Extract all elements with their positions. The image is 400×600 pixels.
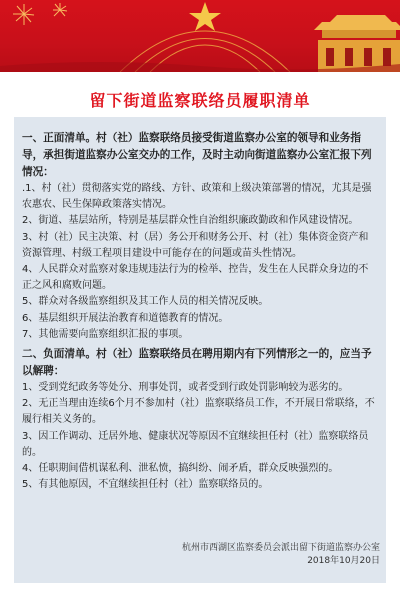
list-item: 4、人民群众对监察对象违规违法行为的检举、控告，发生在人民群众身边的不正之风和腐败问题。	[22, 264, 369, 292]
list-item: .1、村（社）贯彻落实党的路线、方针、政策和上级决策部署的情况，尤其是强农惠农、民生保障政策落实情况。	[22, 183, 372, 211]
section-heading-positive: 一、正面清单。村（社）监察联络员接受街道监察办公室的领导和业务指导，承担街道监察办公室交办的工作，及时主动向街道监察办公室汇报下列情况：	[22, 132, 372, 178]
signature-date: 2018年10月20日	[307, 556, 380, 566]
list-item: 3、因工作调动、迁居外地、健康状况等原因不宜继续担任村（社）监察联络员的。	[22, 430, 369, 458]
list-item: 3、村（社）民主决策、村（居）务公开和财务公开、村（社）集体资金资产和资源管理、村级工程项目建设中可能存在的问题或苗头性情况。	[22, 231, 369, 259]
banner-decoration	[0, 0, 400, 72]
list-item: 6、基层组织开展法治教育和道德教育的情况。	[22, 312, 229, 324]
list-item: 5、有其他原因，不宜继续担任村（社）监察联络员的。	[22, 479, 269, 491]
signature-org: 杭州市西湖区监察委员会派出留下街道监察办公室	[181, 543, 380, 553]
list-item: 2、无正当理由连续6个月不参加村（社）监察联络员工作，不开展日常联络，不履行相关义务的。	[22, 398, 375, 426]
fireworks-icon	[13, 3, 67, 25]
list-item: 5、群众对各级监察组织及其工作人员的相关情况反映。	[22, 296, 269, 308]
list-item: 4、任职期间借机谋私利、泄私愤，搞纠纷、闹矛盾，群众反映强烈的。	[22, 463, 339, 475]
header-banner	[0, 0, 400, 72]
section-heading-negative: 二、负面清单。村（社）监察联络员在聘用期内有下列情形之一的，应当予以解聘：	[22, 348, 372, 378]
page-title: 留下街道监察联络员履职清单	[89, 91, 311, 110]
list-item: 2、街道、基层站所，特别是基层群众性自治组织廉政勤政和作风建设情况。	[22, 215, 359, 227]
list-item: 7、其他需要向监察组织汇报的事项。	[22, 328, 189, 340]
list-item: 1、受到党纪政务等处分、刑事处罚，或者受到行政处罚影响较为恶劣的。	[22, 382, 349, 394]
content	[22, 130, 378, 493]
tiananmen-icon	[314, 15, 400, 72]
signature-block	[182, 542, 380, 568]
star-icon	[189, 2, 221, 31]
